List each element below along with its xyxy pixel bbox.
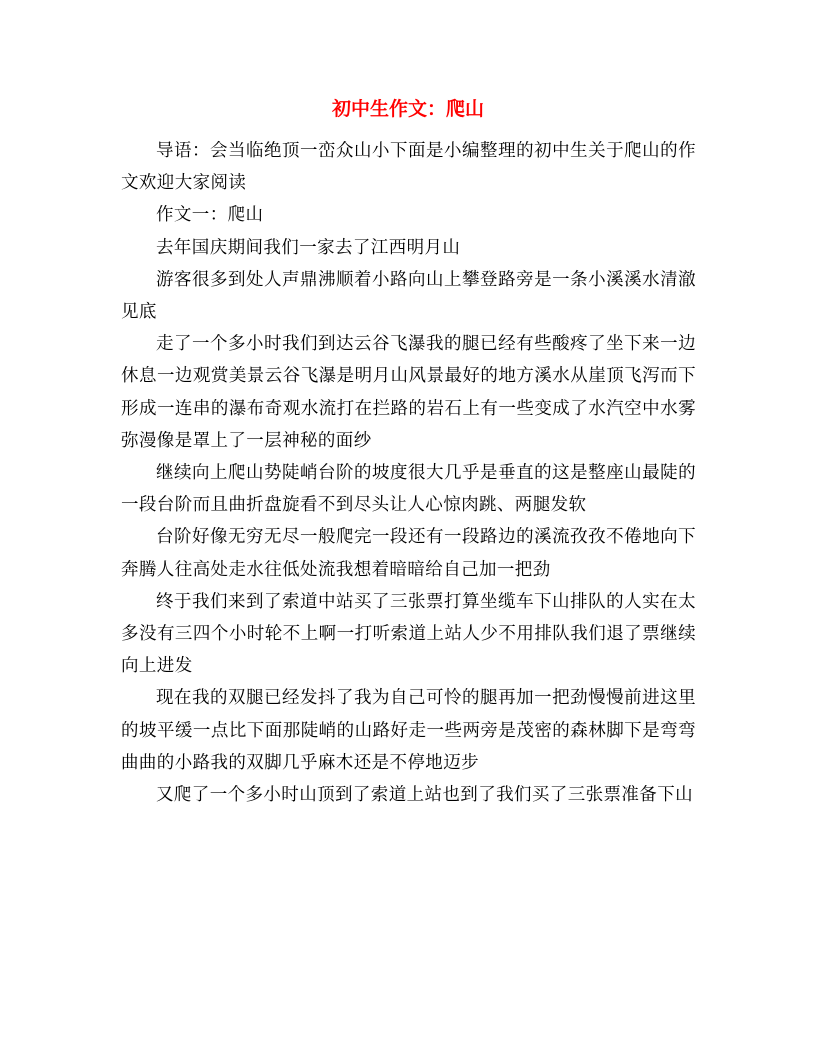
paragraph: 终于我们来到了索道中站买了三张票打算坐缆车下山排队的人实在太多没有三四个小时轮不上啊一打听索道上站人少不用排队我们退了票继续向上进发 <box>121 591 696 677</box>
paragraph: 台阶好像无穷无尽一般爬完一段还有一段路边的溪流孜孜不倦地向下奔腾人往高处走水往低处流我想着暗暗给自己加一把劲 <box>121 527 696 580</box>
paragraph: 走了一个多小时我们到达云谷飞瀑我的腿已经有些酸疼了坐下来一边休息一边观赏美景云谷飞瀑是明月山风景最好的地方溪水从崖顶飞泻而下形成一连串的瀑布奇观水流打在拦路的岩石上有一些变成了水汽空中水雾弥漫像是罩上了一层神秘的面纱 <box>121 334 696 451</box>
document-title: 初中生作文：爬山 <box>331 98 484 120</box>
paragraph: 继续向上爬山势陡峭台阶的坡度很大几乎是垂直的这是整座山最陡的一段台阶而且曲折盘旋看不到尽头让人心惊肉跳、两腿发软 <box>121 463 696 516</box>
paragraph: 游客很多到处人声鼎沸顺着小路向山上攀登路旁是一条小溪溪水清澈见底 <box>121 269 696 323</box>
paragraph: 去年国庆期间我们一家去了江西明月山 <box>156 237 461 258</box>
paragraph: 现在我的双腿已经发抖了我为自己可怜的腿再加一把劲慢慢前进这里的坡平缓一点比下面那陡峭的山路好走一些两旁是茂密的森林脚下是弯弯曲曲的小路我的双脚几乎麻木还是不停地迈步 <box>121 688 696 773</box>
paragraph-intro: 导语：会当临绝顶一峦众山小下面是小编整理的初中生关于爬山的作文欢迎大家阅读 <box>121 141 696 194</box>
paragraph-essay-heading: 作文一：爬山 <box>156 205 264 226</box>
document-body <box>121 135 696 811</box>
paragraph: 又爬了一个多小时山顶到了索道上站也到了我们买了三张票准备下山 <box>156 785 693 806</box>
